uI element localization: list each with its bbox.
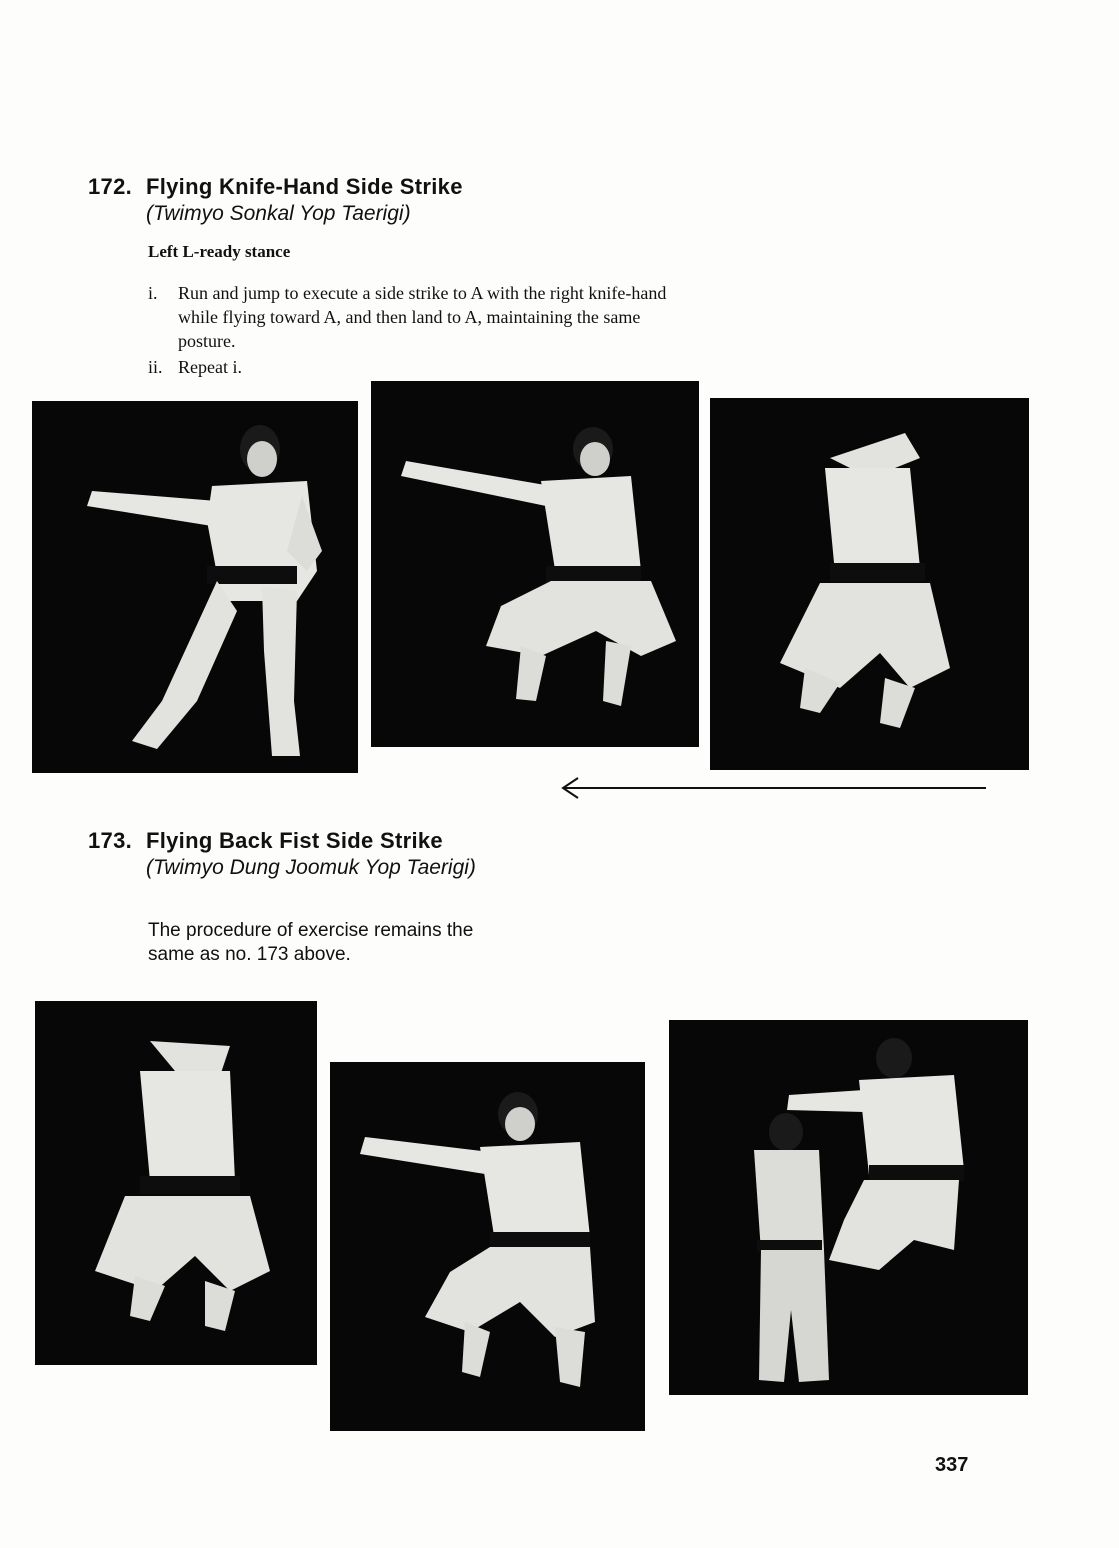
step-i — [148, 281, 888, 353]
photo-172-jump-prep — [710, 398, 1029, 770]
page-number: 337 — [935, 1454, 969, 1476]
step-ii-marker: ii. — [148, 357, 163, 377]
photo-173-strike-on-partner — [669, 1020, 1028, 1395]
section-173-body-line-2: same as no. 173 above. — [148, 944, 351, 965]
section-173-body-line-1: The procedure of exercise remains the — [148, 920, 474, 941]
step-i-line-3: posture. — [178, 331, 236, 351]
photo-173-jump-prep — [35, 1001, 317, 1365]
section-172-stance: Left L-ready stance — [148, 242, 291, 261]
section-173-subtitle: (Twimyo Dung Joomuk Yop Taerigi) — [146, 856, 476, 879]
section-173-title — [88, 828, 443, 854]
section-172-title — [88, 174, 463, 200]
step-i-marker: i. — [148, 283, 158, 303]
section-173-number: 173. — [88, 828, 133, 853]
step-ii — [148, 355, 548, 379]
photo-172-flying-strike — [371, 381, 699, 747]
photo-172-ready-stance — [32, 401, 358, 773]
direction-arrow-left-icon — [556, 774, 990, 802]
section-172-subtitle: (Twimyo Sonkal Yop Taerigi) — [146, 202, 411, 225]
section-173-title-text: Flying Back Fist Side Strike — [146, 828, 443, 853]
step-ii-line-1: Repeat i. — [178, 357, 242, 377]
section-173-body — [148, 919, 608, 967]
photo-173-flying-back-fist — [330, 1062, 645, 1431]
step-i-line-1: Run and jump to execute a side strike to A with the right knife-hand — [178, 283, 667, 303]
step-i-line-2: while flying toward A, and then land to A, maintaining the same — [178, 307, 641, 327]
section-172-number: 172. — [88, 174, 133, 199]
section-172-title-text: Flying Knife-Hand Side Strike — [146, 174, 463, 199]
